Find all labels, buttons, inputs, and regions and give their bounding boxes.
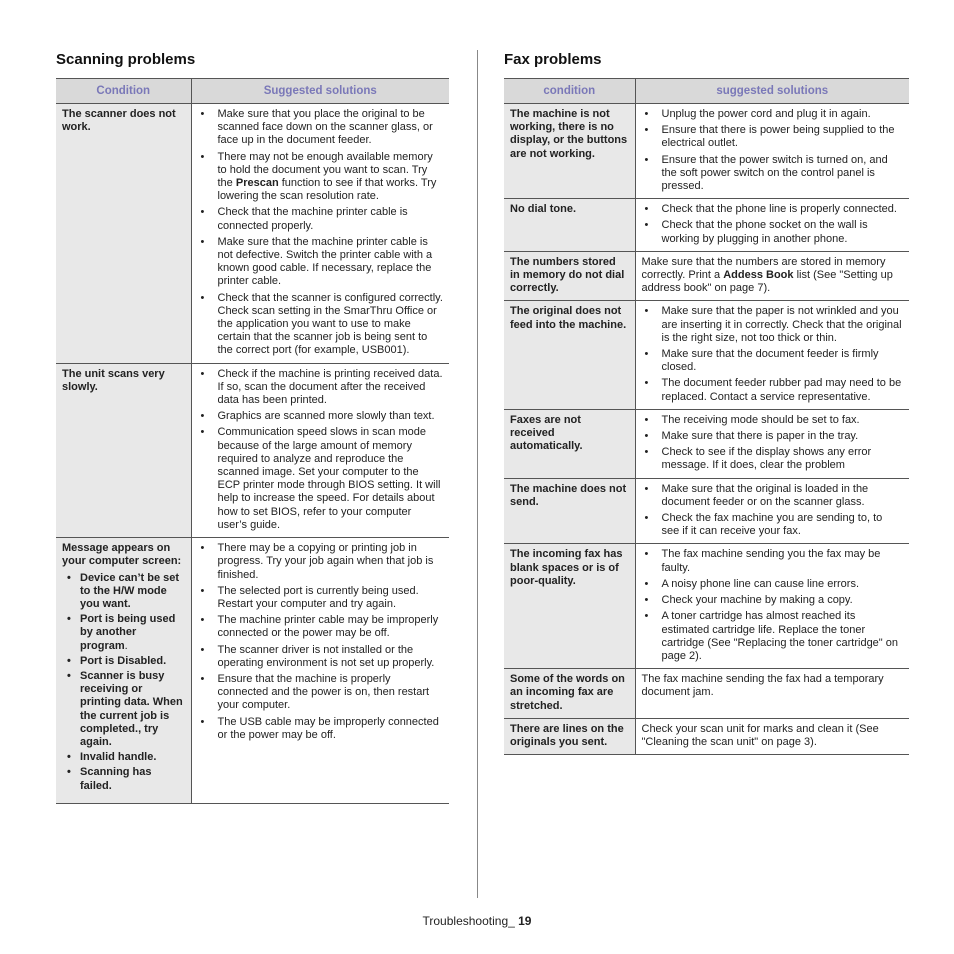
list-item: • Ensure that the machine is properly connected and the power is on, then restart your computer. bbox=[214, 673, 444, 713]
list-item: • Communication speed slows in scan mode because of the large amount of memory required to analyze and reproduce the scanned image. Set your computer to the ECP printer mode through BIOS setting. It will help to increase the speed. For details about how to set BIOS, refer to your computer user’s guide. bbox=[214, 426, 444, 532]
list-item: • There may not be enough available memory to hold the document you want to scan. Try the Prescan function to see if that works. Try lowering the scan resolution rate. bbox=[214, 151, 444, 204]
solutions-cell bbox=[191, 363, 449, 537]
condition-cell: There are lines on the originals you sent. bbox=[504, 718, 635, 754]
condition-header: Condition bbox=[56, 79, 191, 104]
condition-cell: The scanner does not work. bbox=[56, 104, 191, 364]
condition-cell: The machine does not send. bbox=[504, 478, 635, 544]
table-row bbox=[504, 544, 909, 669]
solutions-cell bbox=[191, 538, 449, 804]
list-item: • Make sure that the document feeder is firmly closed. bbox=[658, 348, 904, 374]
solutions-cell bbox=[635, 544, 909, 669]
list-item: • Port is being used by another program. bbox=[80, 613, 185, 653]
list-item: • Check if the machine is printing received data. If so, scan the document after the received data has been printed. bbox=[214, 368, 444, 408]
column-divider bbox=[477, 50, 478, 898]
list-item: • The receiving mode should be set to fax. bbox=[658, 414, 904, 427]
list-item: • Make sure that the original is loaded in the document feeder or on the scanner glass. bbox=[658, 483, 904, 509]
solutions-cell bbox=[191, 104, 449, 364]
table-row bbox=[56, 363, 449, 537]
list-item: • Make sure that the machine printer cable is not defective. Switch the printer cable with a known good cable. If necessary, replace the printer cable. bbox=[214, 236, 444, 289]
list-item: • The machine printer cable may be improperly connected or the power may be off. bbox=[214, 614, 444, 640]
condition-cell: The numbers stored in memory do not dial correctly. bbox=[504, 251, 635, 301]
list-item: • Make sure that there is paper in the tray. bbox=[658, 430, 904, 443]
condition-header: condition bbox=[504, 79, 635, 104]
list-item: • A toner cartridge has almost reached its estimated cartridge life. Replace the toner cartridge (See "Replacing the toner cartridge" on page 2). bbox=[658, 610, 904, 663]
list-item: • Ensure that the power switch is turned on, and the soft power switch on the control panel is pressed. bbox=[658, 154, 904, 194]
fax-problems-section bbox=[504, 50, 909, 755]
solutions-cell bbox=[635, 301, 909, 409]
condition-cell: Some of the words on an incoming fax are stretched. bbox=[504, 669, 635, 719]
list-item: • Check your machine by making a copy. bbox=[658, 594, 904, 607]
list-item: • Check that the phone line is properly connected. bbox=[658, 203, 904, 216]
list-item: • Check that the phone socket on the wall is working by plugging in another phone. bbox=[658, 219, 904, 245]
table-row bbox=[504, 199, 909, 252]
list-item: • Unplug the power cord and plug it in again. bbox=[658, 108, 904, 121]
solutions-cell: The fax machine sending the fax had a temporary document jam. bbox=[635, 669, 909, 719]
table-row bbox=[56, 104, 449, 364]
list-item: • Scanner is busy receiving or printing data. When the current job is completed., try again. bbox=[80, 670, 185, 749]
list-item: • Device can’t be set to the H/W mode you want. bbox=[80, 572, 185, 612]
list-item: • The USB cable may be improperly connected or the power may be off. bbox=[214, 716, 444, 742]
fax-problems-title: Fax problems bbox=[504, 51, 602, 68]
list-item: • Ensure that there is power being supplied to the electrical outlet. bbox=[658, 124, 904, 150]
scanning-problems-title: Scanning problems bbox=[56, 51, 196, 68]
table-row bbox=[504, 301, 909, 409]
scanning-problems-section bbox=[56, 50, 449, 804]
condition-cell: No dial tone. bbox=[504, 199, 635, 252]
table-row bbox=[504, 478, 909, 544]
table-header-row bbox=[504, 79, 909, 104]
page-footer bbox=[0, 914, 954, 928]
table-row bbox=[504, 718, 909, 754]
solutions-cell: Make sure that the numbers are stored in memory correctly. Print a Addess Book list (See "Setting up address book" on page 7). bbox=[635, 251, 909, 301]
solutions-cell bbox=[635, 478, 909, 544]
solutions-header: Suggested solutions bbox=[191, 79, 449, 104]
page-number: 19 bbox=[518, 914, 532, 928]
table-row bbox=[504, 669, 909, 719]
list-item: • Graphics are scanned more slowly than text. bbox=[214, 410, 444, 423]
condition-cell: The original does not feed into the machine. bbox=[504, 301, 635, 409]
condition-cell: The incoming fax has blank spaces or is of poor-quality. bbox=[504, 544, 635, 669]
condition-cell bbox=[56, 538, 191, 804]
list-item: • A noisy phone line can cause line errors. bbox=[658, 578, 904, 591]
table-row bbox=[504, 104, 909, 199]
list-item: • Check to see if the display shows any error message. If it does, clear the problem bbox=[658, 446, 904, 472]
table-row bbox=[504, 409, 909, 478]
table-row bbox=[504, 251, 909, 301]
list-item: • There may be a copying or printing job in progress. Try your job again when that job is finished. bbox=[214, 542, 444, 582]
list-item: • Make sure that the paper is not wrinkled and you are inserting it in correctly. Check that the original is the right size, not too thick or thin. bbox=[658, 305, 904, 345]
solutions-cell bbox=[635, 199, 909, 252]
list-item: • Invalid handle. bbox=[80, 751, 185, 764]
condition-cell: The machine is not working, there is no display, or the buttons are not working. bbox=[504, 104, 635, 199]
solutions-cell: Check your scan unit for marks and clean it (See "Cleaning the scan unit" on page 3). bbox=[635, 718, 909, 754]
condition-cell: The unit scans very slowly. bbox=[56, 363, 191, 537]
list-item: • Check the fax machine you are sending to, to see if it can receive your fax. bbox=[658, 512, 904, 538]
solutions-cell bbox=[635, 104, 909, 199]
list-item: • The fax machine sending you the fax may be faulty. bbox=[658, 548, 904, 574]
footer-label: Troubleshooting_ bbox=[422, 914, 519, 928]
list-item: • Scanning has failed. bbox=[80, 766, 185, 792]
list-item: • Check that the machine printer cable is connected properly. bbox=[214, 206, 444, 232]
condition-cell: Faxes are not received automatically. bbox=[504, 409, 635, 478]
condition-text: Message appears on your computer screen: bbox=[62, 542, 182, 568]
table-row bbox=[56, 538, 449, 804]
list-item: • Make sure that you place the original to be scanned face down on the scanner glass, or face up in the document feeder. bbox=[214, 108, 444, 148]
fax-problems-table bbox=[504, 78, 909, 755]
table-header-row bbox=[56, 79, 449, 104]
scanning-problems-table bbox=[56, 78, 449, 804]
solutions-header: suggested solutions bbox=[635, 79, 909, 104]
list-item: • The document feeder rubber pad may need to be replaced. Contact a service representative. bbox=[658, 377, 904, 403]
list-item: • The selected port is currently being used. Restart your computer and try again. bbox=[214, 585, 444, 611]
solutions-cell bbox=[635, 409, 909, 478]
list-item: • The scanner driver is not installed or the operating environment is not set up properly. bbox=[214, 644, 444, 670]
list-item: • Port is Disabled. bbox=[80, 655, 185, 668]
list-item: • Check that the scanner is configured correctly. Check scan setting in the SmarThru Office or the application you want to use to make certain that the scanner job is being sent to the correct port (for example, USB001). bbox=[214, 292, 444, 358]
